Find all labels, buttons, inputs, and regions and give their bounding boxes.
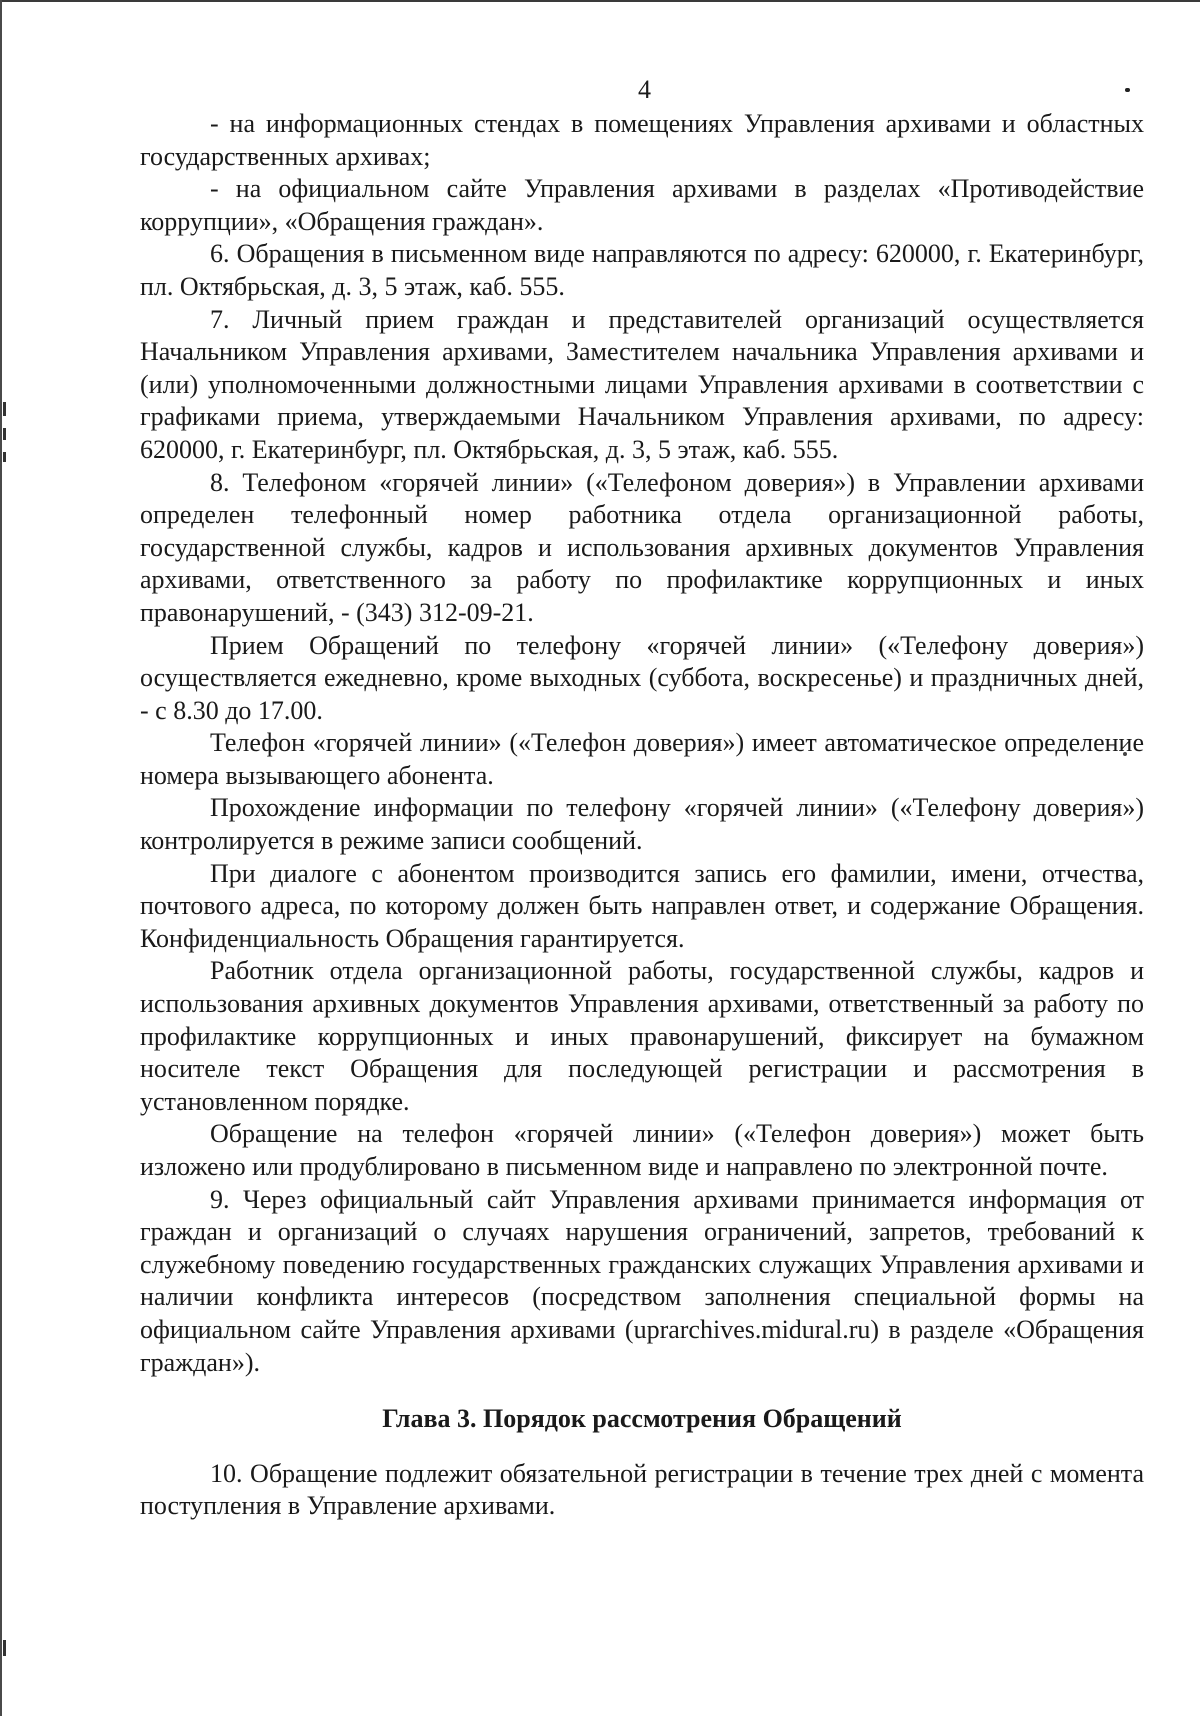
paragraph-dialogue-record: При диалоге с абонентом производится запись его фамилии, имени, отчества, почтового адреса, по которому должен быть направлен ответ, и содержание Обращения. Конфиденциальность Обращения гарантируется. [140,858,1144,953]
scan-mark [3,428,6,440]
document-body [140,108,1144,1523]
paragraph-hotline-caller-id: Телефон «горячей линии» («Телефон доверия») имеет автоматическое определение номера вызывающего абонента. [140,728,1144,790]
paragraph-9-official-site-form: 9. Через официальный сайт Управления архивами принимается информация от граждан и организаций о случаях нарушения ограничений, запретов, требований к служебному поведению государственных гражданских служащих Управления архивами и наличии конфликта интересов (посредством заполнения специальной формы на официальном сайте Управления архивами (uprarchives.midural.ru) в разделе «Обращения граждан»). [140,1184,1144,1377]
scan-mark [3,1640,6,1656]
page-number: 4 [638,75,651,104]
scan-mark [3,452,6,462]
paragraph-10-registration: 10. Обращение подлежит обязательной регистрации в течение трех дней с момента поступления в Управление архивами. [140,1458,1144,1521]
paragraph-hotline-hours: Прием Обращений по телефону «горячей линии» («Телефону доверия») осуществляется ежедневно, кроме выходных (суббота, воскресенье) и праздничных дней, - с 8.30 до 17.00. [140,630,1144,725]
paragraph-7-personal-reception: 7. Личный прием граждан и представителей организаций осуществляется Начальником Управления архивами, Заместителем начальника Управления архивами и (или) уполномоченными должностными лицами Управления архивами в соответствии с графиками приема, утверждаемыми Начальником Управления архивами, по адресу: 620000, г. Екатеринбург, пл. Октябрьская, д. 3, 5 этаж, каб. 555. [140,304,1144,464]
paragraph-8-hotline: 8. Телефоном «горячей линии» («Телефоном доверия») в Управлении архивами определен телефонный номер работника отдела организационной работы, государственной службы, кадров и использования архивных документов Управления архивами, ответственного за работу по профилактике коррупционных и иных правонарушений, - (343) 312-09-21. [140,467,1144,627]
paragraph-employee-records: Работник отдела организационной работы, государственной службы, кадров и использования архивных документов Управления архивами, ответственный за работу по профилактике коррупционных и иных правонарушений, фиксирует на бумажном носителе текст Обращения для последующей регистрации и рассмотрения в установленном порядке. [140,956,1144,1116]
paragraph-duplicate-email: Обращение на телефон «горячей линии» («Телефон доверия») может быть изложено или продублировано в письменном виде и направлено по электронной почте. [140,1119,1144,1181]
scan-mark [3,402,6,416]
paragraph-hotline-recording: Прохождение информации по телефону «горячей линии» («Телефону доверия») контролируется в режиме записи сообщений. [140,793,1144,856]
chapter-heading: Глава 3. Порядок рассмотрения Обращений [382,1404,902,1434]
paragraph-official-site: - на официальном сайте Управления архивами в разделах «Противодействие коррупции», «Обращения граждан». [140,174,1144,236]
paragraph-6-written-address: 6. Обращения в письменном виде направляются по адресу: 620000, г. Екатеринбург, пл. Октябрьская, д. 3, 5 этаж, каб. 555. [140,239,1144,301]
paragraph-info-stands: - на информационных стендах в помещениях Управления архивами и областных государственных архивах; [140,109,1144,171]
scan-left-edge [0,0,2,1716]
scan-speck [1125,88,1130,92]
scan-top-edge [0,0,1200,2]
